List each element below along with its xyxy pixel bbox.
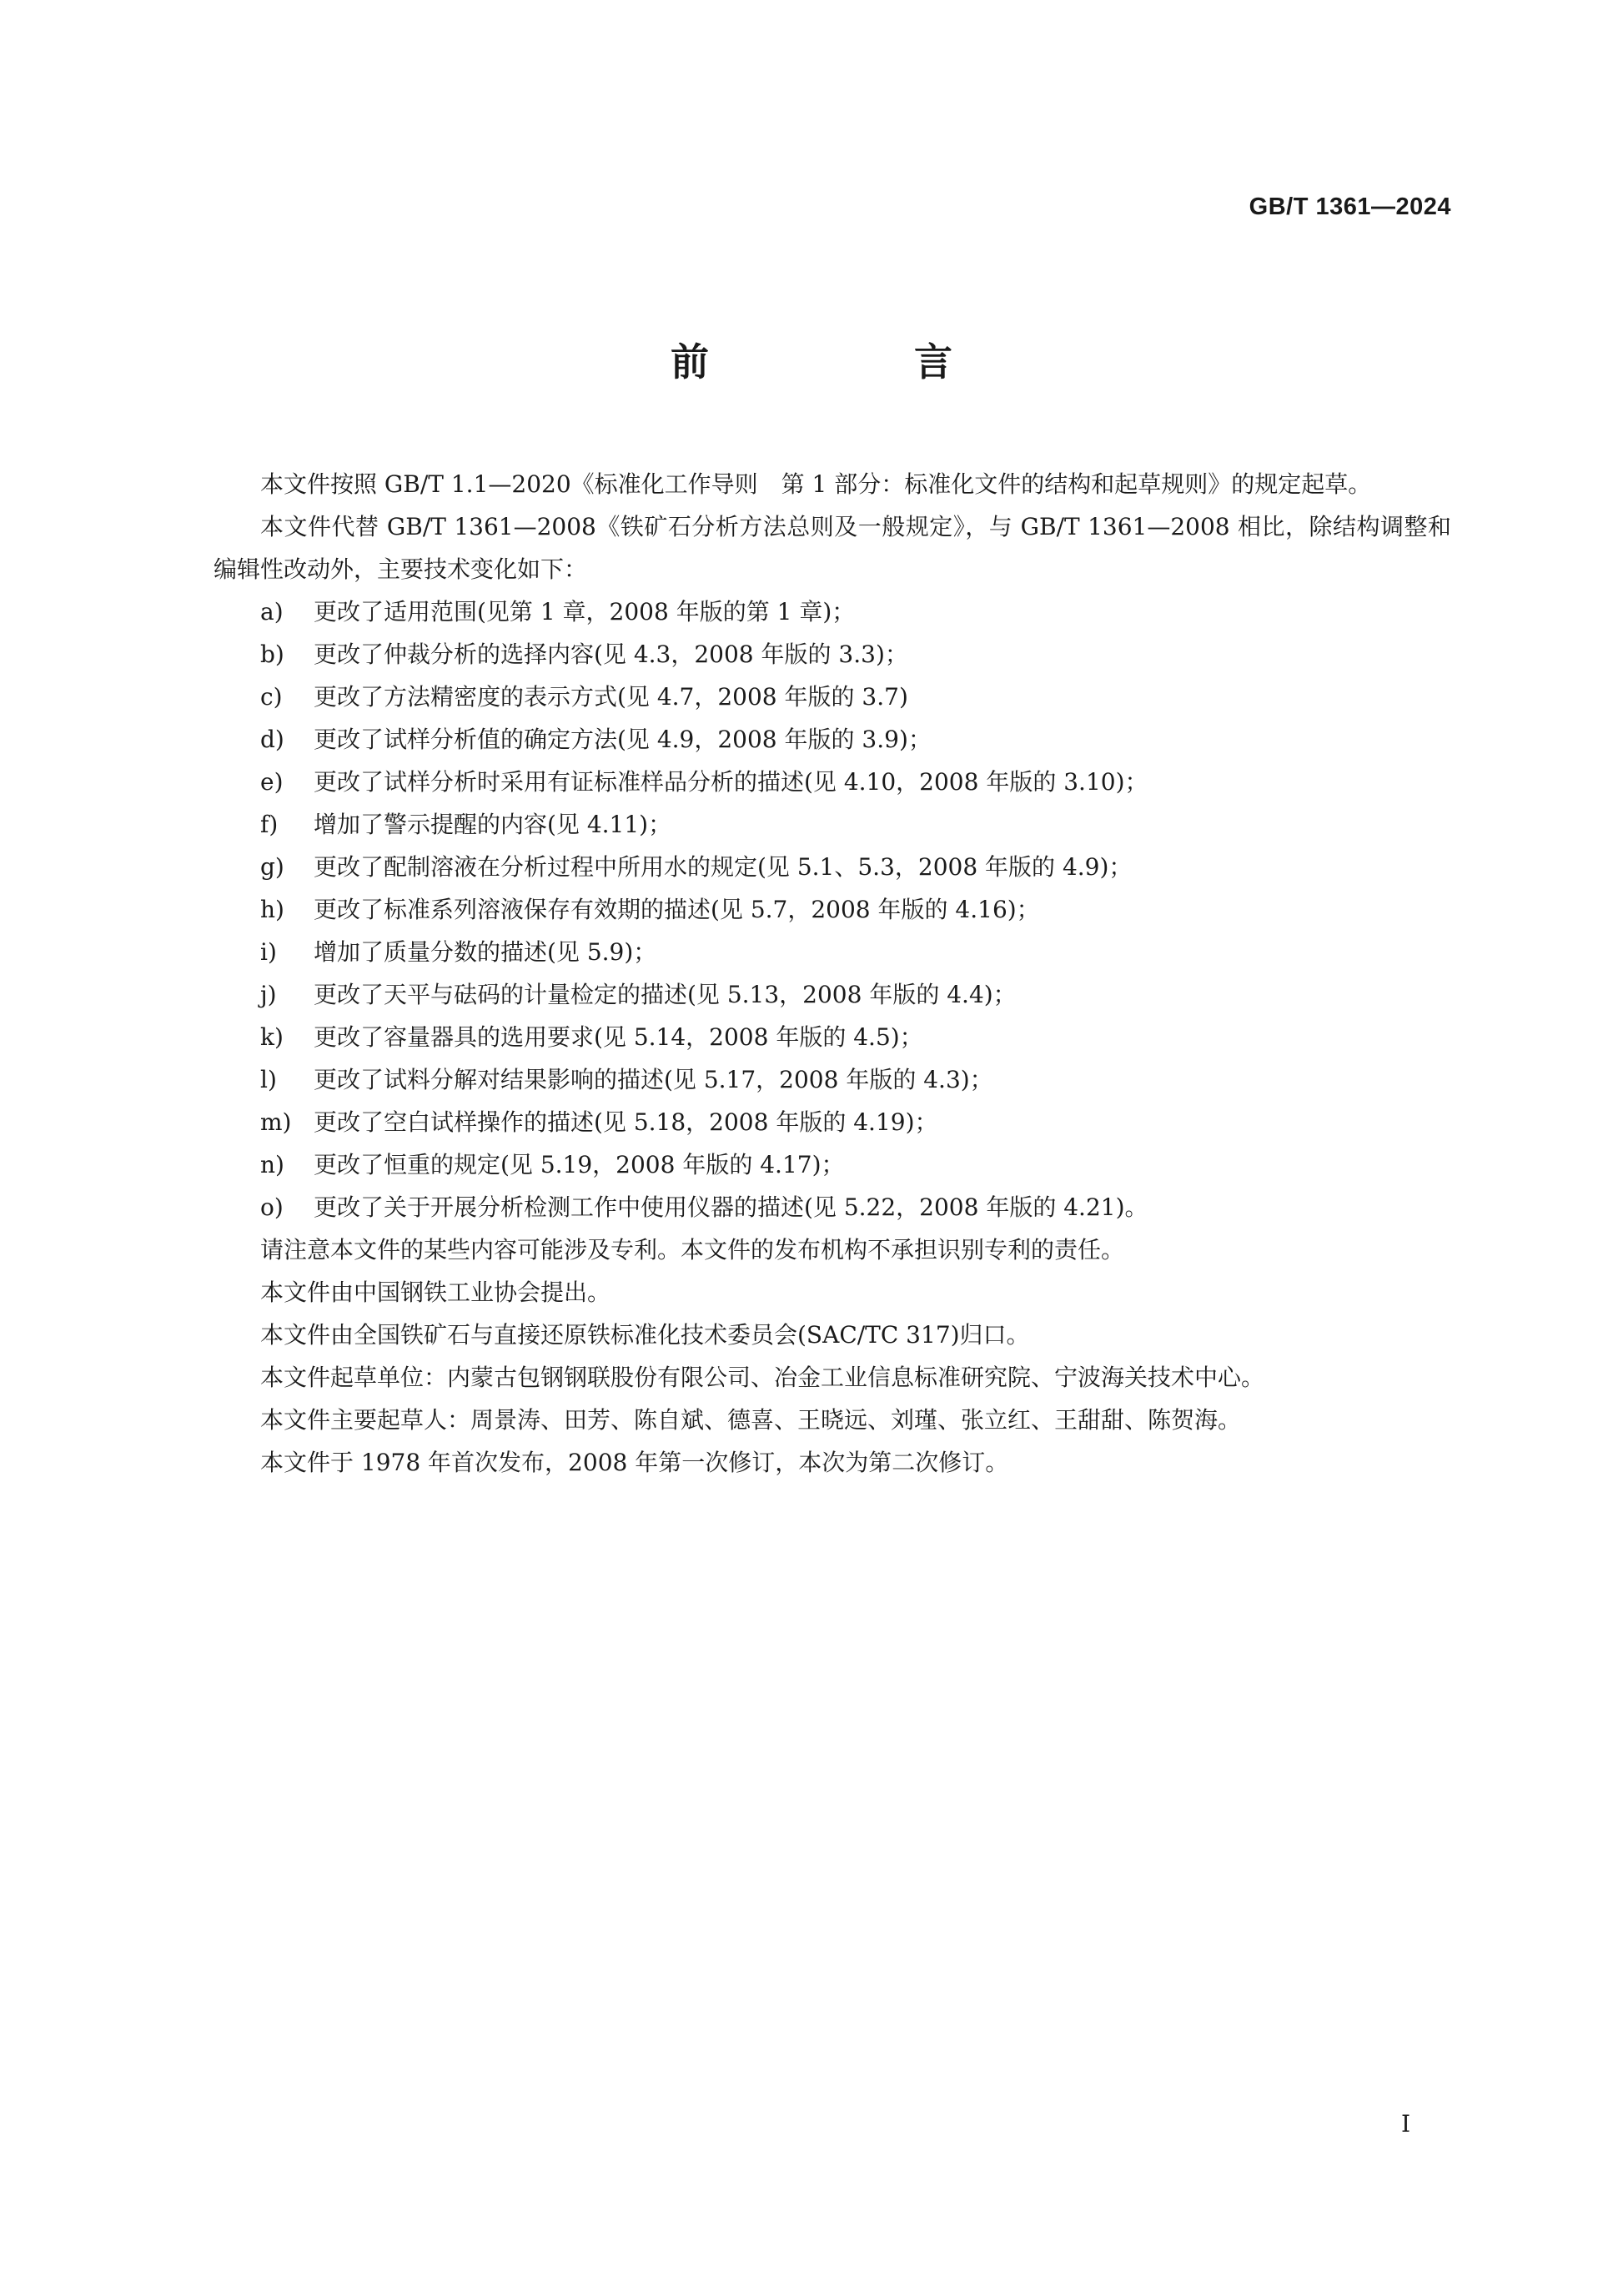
list-item — [214, 1058, 1451, 1101]
list-item — [214, 1101, 1451, 1143]
list-item-text: 更改了适用范围(见第 1 章，2008 年版的第 1 章)； — [314, 598, 856, 625]
list-item-text: 更改了标准系列溶液保存有效期的描述(见 5.7，2008 年版的 4.16)； — [314, 896, 1040, 923]
list-item-text: 更改了试样分析值的确定方法(见 4.9，2008 年版的 3.9)； — [314, 726, 932, 753]
list-item-label: l) — [260, 1066, 277, 1093]
list-item — [214, 590, 1451, 633]
list-item-text: 更改了试料分解对结果影响的描述(见 5.17，2008 年版的 4.3)； — [314, 1066, 993, 1093]
list-item — [214, 846, 1451, 888]
list-item-label: d) — [260, 726, 284, 753]
document-body — [214, 463, 1451, 1484]
list-item — [214, 888, 1451, 931]
list-item — [214, 803, 1451, 846]
page-number: I — [1400, 2110, 1410, 2138]
list-item-text: 更改了容量器具的选用要求(见 5.14，2008 年版的 4.5)； — [314, 1023, 923, 1051]
list-item-text: 更改了天平与砝码的计量检定的描述(见 5.13，2008 年版的 4.4)； — [314, 981, 1017, 1008]
list-item — [214, 1016, 1451, 1058]
list-item-label: g) — [260, 853, 284, 881]
list-item-text: 增加了质量分数的描述(见 5.9)； — [314, 938, 657, 966]
paragraph-drafting-units: 本文件起草单位：内蒙古包钢钢联股份有限公司、冶金工业信息标准研究院、宁波海关技术中心。 — [260, 1364, 1265, 1391]
paragraph-drafting-rules: 本文件按照 GB/T 1.1—2020《标准化工作导则 第 1 部分：标准化文件的结构和起草规则》的规定起草。 — [260, 470, 1372, 498]
paragraph-history: 本文件于 1978 年首次发布，2008 年第一次修订，本次为第二次修订。 — [260, 1449, 1009, 1476]
list-item — [214, 761, 1451, 803]
list-item-text: 更改了恒重的规定(见 5.19，2008 年版的 4.17)； — [314, 1151, 845, 1178]
list-item — [214, 718, 1451, 761]
list-item-label: h) — [260, 896, 284, 923]
paragraph-patent-notice: 请注意本文件的某些内容可能涉及专利。本文件的发布机构不承担识别专利的责任。 — [260, 1236, 1125, 1264]
list-item-label: f) — [260, 811, 279, 838]
list-item — [214, 633, 1451, 676]
list-item-label: m) — [260, 1108, 292, 1136]
list-item — [214, 931, 1451, 973]
list-item-label: k) — [260, 1023, 284, 1051]
paragraph-replacement-notice: 本文件代替 GB/T 1361—2008《铁矿石分析方法总则及一般规定》，与 GB/T 1361—2008 相比，除结构调整和编辑性改动外，主要技术变化如下： — [214, 513, 1451, 583]
list-item-label: c) — [260, 683, 283, 711]
list-item-label: i) — [260, 938, 277, 966]
list-item-label: o) — [260, 1193, 284, 1221]
list-item — [214, 1143, 1451, 1186]
list-item-label: b) — [260, 641, 284, 668]
paragraph-proposer: 本文件由中国钢铁工业协会提出。 — [260, 1279, 611, 1306]
list-item — [214, 676, 1451, 718]
list-item — [214, 1186, 1451, 1228]
page-title: 前 言 — [671, 339, 1036, 384]
list-item-label: a) — [260, 598, 284, 625]
list-item-text: 更改了仲裁分析的选择内容(见 4.3，2008 年版的 3.3)； — [314, 641, 908, 668]
list-item-label: e) — [260, 768, 284, 796]
list-item-label: j) — [260, 981, 277, 1008]
changes-list — [214, 590, 1451, 1228]
standard-code: GB/T 1361—2024 — [1249, 193, 1451, 220]
list-item-text: 更改了配制溶液在分析过程中所用水的规定(见 5.1、5.3，2008 年版的 4.9)； — [314, 853, 1133, 881]
paragraph-committee: 本文件由全国铁矿石与直接还原铁标准化技术委员会(SAC/TC 317)归口。 — [260, 1321, 1030, 1349]
paragraph-drafters: 本文件主要起草人：周景涛、田芳、陈自斌、德喜、王晓远、刘瑾、张立红、王甜甜、陈贺海。 — [260, 1406, 1242, 1434]
list-item-text: 更改了试样分析时采用有证标准样品分析的描述(见 4.10，2008 年版的 3.10)； — [314, 768, 1148, 796]
list-item — [214, 973, 1451, 1016]
list-item-label: n) — [260, 1151, 284, 1178]
list-item-text: 增加了警示提醒的内容(见 4.11)； — [314, 811, 672, 838]
list-item-text: 更改了方法精密度的表示方式(见 4.7，2008 年版的 3.7) — [314, 683, 908, 711]
list-item-text: 更改了空白试样操作的描述(见 5.18，2008 年版的 4.19)； — [314, 1108, 938, 1136]
list-item-text: 更改了关于开展分析检测工作中使用仪器的描述(见 5.22，2008 年版的 4.21)。 — [314, 1193, 1148, 1221]
